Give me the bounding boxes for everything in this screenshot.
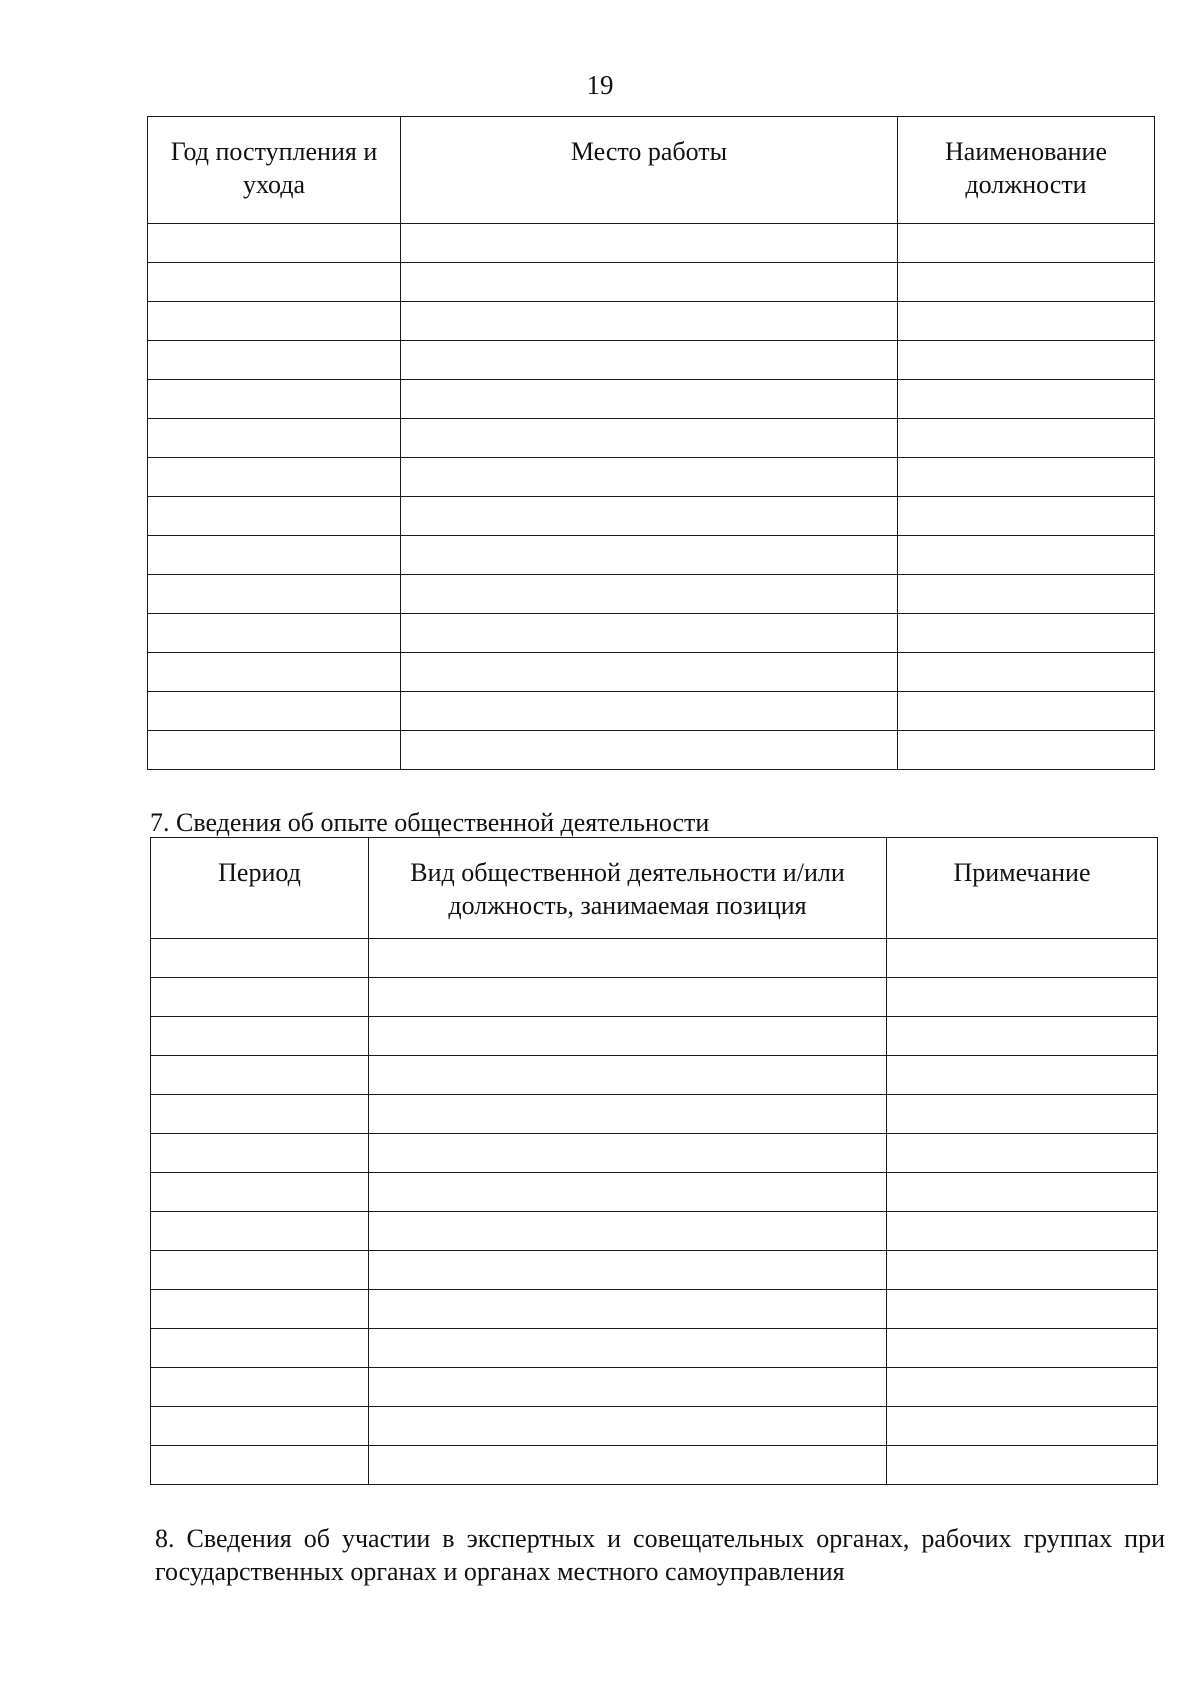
table-cell-empty[interactable]	[887, 1095, 1158, 1134]
table-cell-empty[interactable]	[151, 1212, 369, 1251]
table-row	[151, 978, 1158, 1017]
table-row	[148, 302, 1155, 341]
table-row	[151, 1446, 1158, 1485]
table-cell-empty[interactable]	[898, 497, 1155, 536]
table-cell-empty[interactable]	[369, 1407, 887, 1446]
column-header-period: Период	[151, 838, 369, 939]
table-cell-empty[interactable]	[898, 341, 1155, 380]
column-header-note: Примечание	[887, 838, 1158, 939]
table-cell-empty[interactable]	[887, 939, 1158, 978]
table-cell-empty[interactable]	[148, 497, 401, 536]
table-cell-empty[interactable]	[401, 614, 898, 653]
table-row	[151, 1056, 1158, 1095]
table-row	[148, 497, 1155, 536]
table-cell-empty[interactable]	[151, 1329, 369, 1368]
table-row	[148, 263, 1155, 302]
table-cell-empty[interactable]	[148, 653, 401, 692]
column-header-activity: Вид общественной деятельности и/или должность, занимаемая позиция	[369, 838, 887, 939]
work-table-header-row	[148, 117, 1155, 224]
table-cell-empty[interactable]	[898, 302, 1155, 341]
table-cell-empty[interactable]	[148, 302, 401, 341]
table-cell-empty[interactable]	[369, 1251, 887, 1290]
table-row	[148, 419, 1155, 458]
table-cell-empty[interactable]	[369, 1446, 887, 1485]
table-row	[148, 224, 1155, 263]
table-cell-empty[interactable]	[898, 458, 1155, 497]
work-table-body	[148, 224, 1155, 770]
table-cell-empty[interactable]	[148, 419, 401, 458]
table-cell-empty[interactable]	[369, 1134, 887, 1173]
table-cell-empty[interactable]	[369, 1173, 887, 1212]
table-cell-empty[interactable]	[369, 1329, 887, 1368]
table-cell-empty[interactable]	[369, 1017, 887, 1056]
table-row	[148, 653, 1155, 692]
table-cell-empty[interactable]	[401, 575, 898, 614]
table-cell-empty[interactable]	[151, 1056, 369, 1095]
table-cell-empty[interactable]	[887, 1329, 1158, 1368]
table-cell-empty[interactable]	[898, 536, 1155, 575]
table-cell-empty[interactable]	[898, 731, 1155, 770]
table-cell-empty[interactable]	[887, 1446, 1158, 1485]
table-cell-empty[interactable]	[151, 1407, 369, 1446]
table-cell-empty[interactable]	[887, 1017, 1158, 1056]
table-cell-empty[interactable]	[401, 458, 898, 497]
table-cell-empty[interactable]	[148, 263, 401, 302]
table-cell-empty[interactable]	[148, 458, 401, 497]
table-cell-empty[interactable]	[369, 978, 887, 1017]
table-cell-empty[interactable]	[151, 1095, 369, 1134]
table-cell-empty[interactable]	[401, 731, 898, 770]
table-cell-empty[interactable]	[148, 614, 401, 653]
table-row	[148, 458, 1155, 497]
table-row	[151, 1329, 1158, 1368]
table-cell-empty[interactable]	[898, 575, 1155, 614]
table-cell-empty[interactable]	[887, 1251, 1158, 1290]
table-row	[151, 1290, 1158, 1329]
table-row	[151, 1251, 1158, 1290]
table-cell-empty[interactable]	[887, 1368, 1158, 1407]
table-row	[148, 692, 1155, 731]
table-cell-empty[interactable]	[898, 614, 1155, 653]
page-number: 19	[586, 70, 614, 100]
table-cell-empty[interactable]	[401, 653, 898, 692]
table-cell-empty[interactable]	[369, 1056, 887, 1095]
table-cell-empty[interactable]	[151, 1446, 369, 1485]
table-row	[151, 1212, 1158, 1251]
table-row	[148, 536, 1155, 575]
table-row	[151, 1095, 1158, 1134]
table-cell-empty[interactable]	[151, 1251, 369, 1290]
table-cell-empty[interactable]	[401, 380, 898, 419]
table-cell-empty[interactable]	[151, 1290, 369, 1329]
table-row	[148, 341, 1155, 380]
table-cell-empty[interactable]	[151, 1017, 369, 1056]
table-cell-empty[interactable]	[887, 1173, 1158, 1212]
table-row	[151, 1407, 1158, 1446]
table-cell-empty[interactable]	[401, 497, 898, 536]
table-row	[148, 614, 1155, 653]
table-cell-empty[interactable]	[898, 224, 1155, 263]
table-cell-empty[interactable]	[151, 1134, 369, 1173]
table-cell-empty[interactable]	[151, 978, 369, 1017]
table-cell-empty[interactable]	[887, 1134, 1158, 1173]
table-cell-empty[interactable]	[369, 1290, 887, 1329]
table-cell-empty[interactable]	[401, 263, 898, 302]
table-cell-empty[interactable]	[369, 1368, 887, 1407]
table-cell-empty[interactable]	[887, 1407, 1158, 1446]
table-cell-empty[interactable]	[369, 939, 887, 978]
table-row	[151, 1134, 1158, 1173]
table-cell-empty[interactable]	[887, 978, 1158, 1017]
social-table-header-row	[151, 838, 1158, 939]
section-7-heading: 7. Сведения об опыте общественной деятельности	[150, 808, 710, 837]
table-cell-empty[interactable]	[151, 1173, 369, 1212]
table-cell-empty[interactable]	[151, 939, 369, 978]
table-cell-empty[interactable]	[887, 1056, 1158, 1095]
table-row	[151, 1017, 1158, 1056]
table-row	[148, 575, 1155, 614]
table-cell-empty[interactable]	[148, 380, 401, 419]
table-cell-empty[interactable]	[887, 1290, 1158, 1329]
work-history-table	[147, 116, 1155, 770]
table-cell-empty[interactable]	[401, 692, 898, 731]
table-cell-empty[interactable]	[148, 341, 401, 380]
column-header-years: Год поступления и ухода	[148, 117, 401, 224]
table-cell-empty[interactable]	[148, 575, 401, 614]
table-cell-empty[interactable]	[369, 1212, 887, 1251]
table-cell-empty[interactable]	[898, 419, 1155, 458]
table-cell-empty[interactable]	[898, 692, 1155, 731]
table-cell-empty[interactable]	[148, 731, 401, 770]
social-table-body	[151, 939, 1158, 1485]
social-activity-table	[150, 837, 1158, 1485]
table-cell-empty[interactable]	[148, 536, 401, 575]
table-cell-empty[interactable]	[151, 1368, 369, 1407]
table-cell-empty[interactable]	[369, 1095, 887, 1134]
section-8-heading: 8. Сведения об участии в экспертных и совещательных органах, рабочих группах при государственных органах и органах местного самоуправления	[155, 1524, 1165, 1586]
table-row	[151, 939, 1158, 978]
table-cell-empty[interactable]	[898, 380, 1155, 419]
table-row	[151, 1368, 1158, 1407]
table-cell-empty[interactable]	[401, 302, 898, 341]
table-row	[148, 731, 1155, 770]
table-cell-empty[interactable]	[148, 224, 401, 263]
table-cell-empty[interactable]	[401, 536, 898, 575]
table-cell-empty[interactable]	[401, 419, 898, 458]
table-cell-empty[interactable]	[887, 1212, 1158, 1251]
table-row	[151, 1173, 1158, 1212]
table-cell-empty[interactable]	[401, 341, 898, 380]
table-cell-empty[interactable]	[898, 653, 1155, 692]
table-row	[148, 380, 1155, 419]
column-header-workplace: Место работы	[401, 117, 898, 224]
table-cell-empty[interactable]	[148, 692, 401, 731]
table-cell-empty[interactable]	[401, 224, 898, 263]
column-header-position: Наименование должности	[898, 117, 1155, 224]
table-cell-empty[interactable]	[898, 263, 1155, 302]
